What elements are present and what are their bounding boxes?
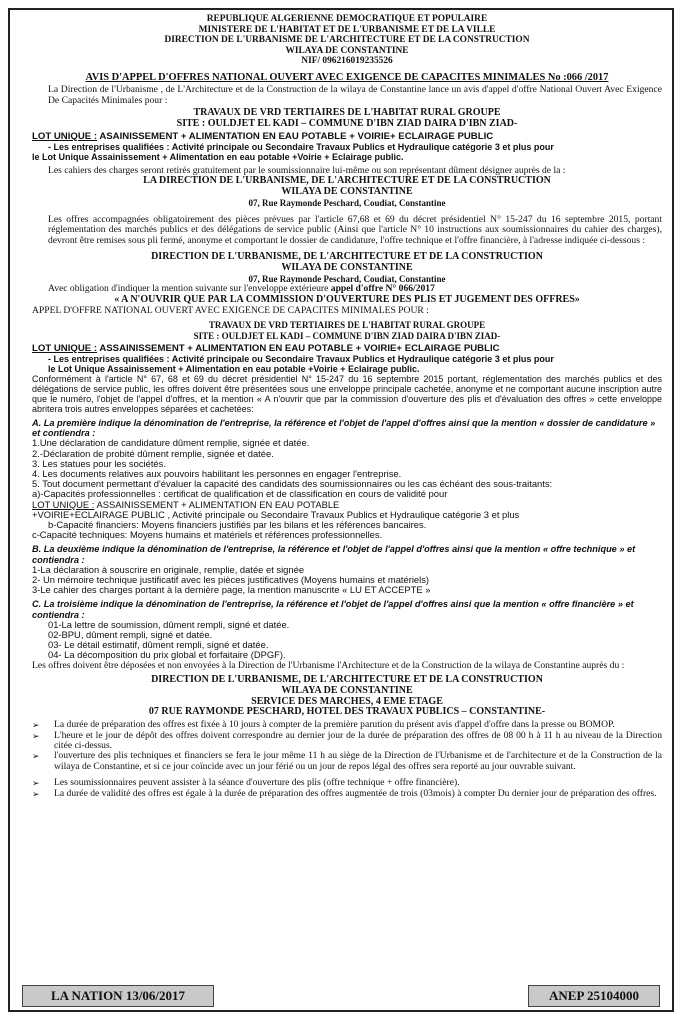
list-item: 5. Tout document permettant d'évaluer la capacité des candidats des soumissionnaires ou les cas échéant des sous-traitants:	[32, 478, 553, 490]
bullet-text: La durée de préparation des offres est fixée à 10 jours à compter de la première parution du présent avis d'appel d'offre dans la presse ou BOMOP.	[54, 719, 615, 731]
arrow-bullet-icon: ➢	[32, 720, 40, 731]
project-site: SITE : OULDJET EL KADI – COMMUNE D'IBN ZIAD DAIRA D'IBN ZIAD-	[176, 117, 518, 129]
section-b-list	[32, 565, 662, 596]
list-item: 2- Un mémoire technique justificatif avec les pièces justificatives (Moyens humains et matériels)	[32, 574, 430, 586]
list-item: 02-BPU, dûment rempli, signé et datée.	[48, 629, 213, 641]
anep-reference-label: ANEP 25104000	[528, 985, 660, 1007]
address-line: WILAYA DE CONSTANTINE	[281, 186, 413, 198]
header-line: MINISTERE DE L'HABITAT ET DE L'URBANISME ET DE LA VILLE	[198, 24, 496, 35]
address-line: 07 RUE RAYMONDE PESCHARD, HOTEL DES TRAVAUX PUBLICS – CONSTANTINE-	[148, 706, 546, 718]
newspaper-date-label: LA NATION 13/06/2017	[22, 985, 214, 1007]
header	[32, 14, 662, 67]
list-item: 4. Les documents relatives aux pouvoirs habilitant les personnes en engager l'entreprise.	[32, 468, 402, 480]
conformement-paragraph: Conformément à l'article N° 67, 68 et 69 du décret présidentiel N° 15-247 du 16 septembre 2015 portant, réglementation des marchés publics et des délégations de service public, les offres doivent être présentées sous une enveloppe principale cachetée, anonyme et ne comportant aucune inscription autre que le numéro, l'objet de l'appel d'offres, et la mention « A n'ouvrir que par la commission d'ouverture des plis et d'évaluation des offres » cette enveloppe abritera trois autres enveloppes séparées et cachetées:	[32, 374, 662, 414]
lot-line	[32, 344, 662, 354]
lot-text: ASAINISSEMENT + ALIMENTATION EN EAU POTABLE + VOIRIE+ ECLAIRAGE PUBLIC	[99, 130, 494, 142]
list-item: c-Capacité techniques: Moyens humains et matériels et références professionnelles.	[32, 529, 383, 541]
notice-title: AVIS D'APPEL D'OFFRES NATIONAL OUVERT AVEC EXIGENCE DE CAPACITES MINIMALES No :066 /2017	[85, 71, 609, 83]
section-b-title: B. La deuxième indique la dénomination de l'entreprise, la référence et l'objet de l'appel d'offres ainsi que la mention « offre technique » et contiendra :	[32, 544, 636, 565]
list-item: a)-Capacités professionnelles : certificat de qualification et de classification en cours de validité pour	[32, 488, 448, 500]
address-line: 07, Rue Raymonde Peschard, Coudiat, Constantine	[248, 273, 446, 284]
address-line: LA DIRECTION DE L'URBANISME, DE L'ARCHITECTURE ET DE LA CONSTRUCTION	[143, 175, 551, 187]
address-line: DIRECTION DE L'URBANISME, DE L'ARCHITECTURE ET DE LA CONSTRUCTION	[151, 674, 543, 686]
appel-repeat: APPEL D'OFFRE NATIONAL OUVERT AVEC EXIGENCE DE CAPACITES MINIMALES POUR :	[32, 304, 429, 316]
address-line: SERVICE DES MARCHES, 4 EME ETAGE	[251, 695, 443, 707]
header-line: WILAYA DE CONSTANTINE	[285, 45, 409, 56]
list-item: 3-Le cahier des charges portant à la dernière page, la mention manuscrite « LU ET ACCEPTE »	[32, 584, 431, 596]
qualification-line: - Les entreprises qualifiées : Activité principale ou Secondaire Travaux Publics et Hydraulique catégorie 3 et plus pour	[48, 141, 554, 152]
list-item: 1.Une déclaration de candidature dûment remplie, signée et datée.	[32, 437, 310, 449]
section-a-title: A. La première indique la dénomination de l'entreprise, la référence et l'objet de l'appel d'offres ainsi que la mention « dossier de candidature » et contiendra :	[32, 418, 656, 439]
list-item: 04- La décomposition du prix global et forfaitaire (DPGF).	[48, 649, 286, 661]
lot-label: LOT UNIQUE :	[32, 342, 98, 354]
header-line: NIF/ 096216019235526	[301, 56, 393, 67]
project-site: SITE : OULDJET EL KADI – COMMUNE D'IBN ZIAD DAIRA D'IBN ZIAD-	[193, 330, 501, 341]
document-frame	[8, 8, 674, 1012]
lot-text: ASSAINISSEMENT + ALIMENTATION EN EAU POTABLE + VOIRIE+ ECLAIRAGE PUBLIC	[99, 342, 500, 354]
lot-label: LOT UNIQUE :	[32, 130, 98, 142]
list-item: 3. Les statues pour les sociétés.	[32, 457, 166, 469]
lot-text: ASSAINISSEMENT + ALIMENTATION EN EAU POTABLE	[96, 498, 340, 510]
bullet-item	[32, 751, 662, 772]
list-item: 03- Le détail estimatif, dûment rempli, signé et datée.	[48, 639, 269, 651]
section-c-title: C. La troisième indique la dénomination de l'entreprise, la référence et l'objet de l'appel d'offres ainsi que la mention « offre financière » et contiendra :	[32, 599, 634, 620]
list-item: b-Capacité financiers: Moyens financiers justifiés par les bilans et les références bancaires.	[48, 519, 427, 531]
list-item: +VOIRIE+ECLAIRAGE PUBLIC , Activité principale ou Secondaire Travaux Publics et Hydraulique catégorie 3 et plus	[32, 508, 520, 520]
section-a-list	[32, 438, 662, 540]
bullet-text: l'ouverture des plis techniques et financiers se fera le jour même 11 h au siège de la Direction de l'Urbanisme et de l'architecture et de la Construction de la wilaya de Constantine, et si ce jour coïncide avec un jour férié ou un jour de repos légal des offres sera reporté au jour ouvrable suivant.	[54, 750, 662, 772]
project-title: TRAVAUX DE VRD TERTIAIRES DE L'HABITAT RURAL GROUPE	[208, 320, 486, 330]
cahiers-paragraph: Les cahiers des charges seront retirés gratuitement par le soumissionnaire lui-même ou son représentant dûment désigner auprès de la :	[48, 164, 566, 176]
mention-text: Avec obligation d'indiquer la mention suivante sur l'enveloppe extérieure	[48, 283, 329, 295]
header-line: DIRECTION DE L'URBANISME DE L'ARCHITECTURE ET DE LA CONSTRUCTION	[164, 35, 530, 46]
arrow-bullet-icon: ➢	[32, 788, 40, 799]
mention-bold: appel d'offre N° 066/2017	[330, 283, 435, 295]
address-line: WILAYA DE CONSTANTINE	[281, 261, 413, 273]
lot-line	[32, 132, 662, 142]
bullet-item	[32, 789, 662, 799]
project-title: TRAVAUX DE VRD TERTIAIRES DE L'HABITAT RURAL GROUPE	[193, 106, 501, 118]
arrow-bullet-icon: ➢	[32, 751, 40, 762]
document-body	[32, 14, 662, 799]
intro-paragraph: La Direction de l'Urbanisme , de L'Architecture et de la Construction de la wilaya de Constantine lance un avis d'appel d'offre National Ouvert Avec Exigence De Capacités Minimales pour :	[48, 84, 662, 106]
qualification-line: - Les entreprises qualifiées : Activité principale ou Secondaire Travaux Publics et Hydraulique catégorie 3 et plus pour	[48, 354, 554, 364]
qualification-line: le Lot Unique Assainissement + Alimentation en eau potable +Voirie + Eclairage public.	[32, 151, 404, 162]
address-line: WILAYA DE CONSTANTINE	[281, 684, 413, 696]
deposees-paragraph: Les offres doivent être déposées et non envoyées à la Direction de l'Urbanisme l'Architecture et de la Construction de la wilaya de Constantine auprès du :	[32, 659, 625, 671]
lot-label: LOT UNIQUE :	[32, 498, 95, 510]
offres-paragraph: Les offres accompagnées obligatoirement des pièces prévues par l'article 67,68 et 69 du décret présidentiel N° 15-247 du 16 septembre 2015, portant réglementation des marchés publics et des délégations de service public (Ainsi que l'article N° 10 instructions aux soumissionnaires du cahier des charges), devront être remises sous pli fermé, anonyme et comportant le dossier de candidature, l'offre technique et l'offre financière, à l'adresse indiquée ci-dessous :	[48, 213, 662, 246]
list-item: 01-La lettre de soumission, dûment rempli, signé et datée.	[48, 618, 290, 630]
bullet-item	[32, 731, 662, 752]
address-line: 07, Rue Raymonde Peschard, Coudiat, Constantine	[248, 197, 446, 208]
bullet-text: La durée de validité des offres est égale à la durée de préparation des offres augmentée de trois (03mois) à compter Du dernier jour de préparation des offres.	[54, 787, 657, 799]
qualification-line: le Lot Unique Assainissement + Alimentation en eau potable +Voirie + Eclairage public.	[48, 364, 420, 374]
ne-pas-ouvrir: « A N'OUVRIR QUE PAR LA COMMISSION D'OUVERTURE DES PLIS ET JUGEMENT DES OFFRES»	[114, 293, 580, 305]
bullet-text: Les soumissionnaires peuvent assister à la séance d'ouverture des plis (offre technique + offre financière).	[54, 777, 460, 789]
section-c-list	[32, 620, 662, 661]
header-line: REPUBLIQUE ALGERIENNE DEMOCRATIQUE ET POPULAIRE	[206, 14, 488, 24]
bullet-text: L'heure et le jour de dépôt des offres doivent correspondre au dernier jour de la durée de préparation des offres de 08 00 h à 11 h au niveau de la Direction citée ci-dessus.	[54, 729, 662, 752]
address-line: DIRECTION DE L'URBANISME, DE L'ARCHITECTURE ET DE LA CONSTRUCTION	[151, 251, 543, 262]
list-item: 2.-Déclaration de probité dûment remplie, signée et datée.	[32, 447, 274, 459]
list-item: 1-La déclaration à souscrire en originale, remplie, datée et signée	[32, 563, 305, 575]
arrow-bullet-icon: ➢	[32, 778, 40, 789]
arrow-bullet-icon: ➢	[32, 730, 40, 741]
